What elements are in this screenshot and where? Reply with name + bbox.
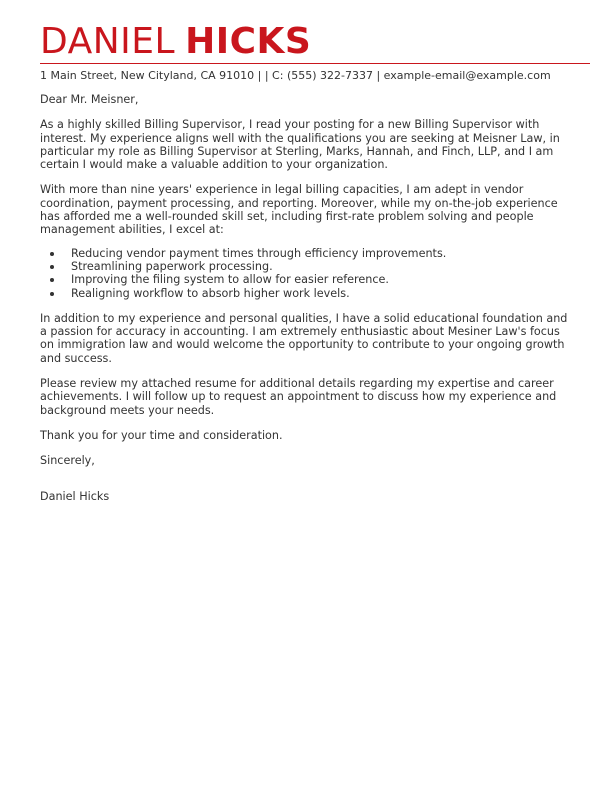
signature: Daniel Hicks bbox=[40, 489, 110, 503]
skills-list bbox=[40, 247, 570, 300]
letter-body bbox=[40, 93, 570, 503]
applicant-name bbox=[40, 22, 570, 62]
bullet-icon bbox=[50, 265, 54, 269]
salutation: Dear Mr. Meisner, bbox=[40, 93, 139, 106]
paragraph-experience: With more than nine years' experience in legal billing capacities, I am adept in vendor coordination, payment processing, and reporting. Moreover, while my on-the-job experience has afforded me a well-rounded skill set, including first-rate problem solving and people management abilities, I excel at: bbox=[40, 183, 558, 237]
list-item bbox=[40, 247, 570, 260]
contact-line: 1 Main Street, New Cityland, CA 91010 | | C: (555) 322-7337 | example-email@example.com bbox=[40, 69, 551, 82]
paragraph-follow-up: Please review my attached resume for additional details regarding my expertise and career achievements. I will follow up to request an appointment to discuss how my experience and background meets your needs. bbox=[40, 377, 557, 417]
first-name: DANIEL bbox=[40, 21, 176, 62]
list-item bbox=[40, 287, 570, 300]
list-item-text: Improving the filing system to allow for easier reference. bbox=[71, 273, 389, 287]
closing: Sincerely, bbox=[40, 454, 95, 468]
paragraph-intro: As a highly skilled Billing Supervisor, I read your posting for a new Billing Supervisor with interest. My experience aligns well with the qualifications you are seeking at Meisner Law, in particular my role as Billing Supervisor at Sterling, Marks, Hannah, and Finch, LLP, and I am certain I would make a valuable addition to your organization. bbox=[40, 118, 560, 172]
list-item-text: Realigning workflow to absorb higher work levels. bbox=[71, 286, 350, 300]
bullet-icon bbox=[50, 292, 54, 296]
header-divider bbox=[40, 63, 590, 64]
bullet-icon bbox=[50, 278, 54, 282]
last-name: HICKS bbox=[185, 21, 312, 62]
bullet-icon bbox=[50, 252, 54, 256]
list-item bbox=[40, 260, 570, 273]
list-item-text: Reducing vendor payment times through efficiency improvements. bbox=[71, 246, 447, 260]
list-item bbox=[40, 273, 570, 286]
paragraph-education: In addition to my experience and personal qualities, I have a solid educational foundation and a passion for accuracy in accounting. I am extremely enthusiastic about Mesiner Law's focus on immigration law and would welcome the opportunity to contribute to your ongoing growth and success. bbox=[40, 311, 568, 365]
thanks-line: Thank you for your time and consideration. bbox=[40, 428, 283, 442]
list-item-text: Streamlining paperwork processing. bbox=[71, 259, 273, 273]
